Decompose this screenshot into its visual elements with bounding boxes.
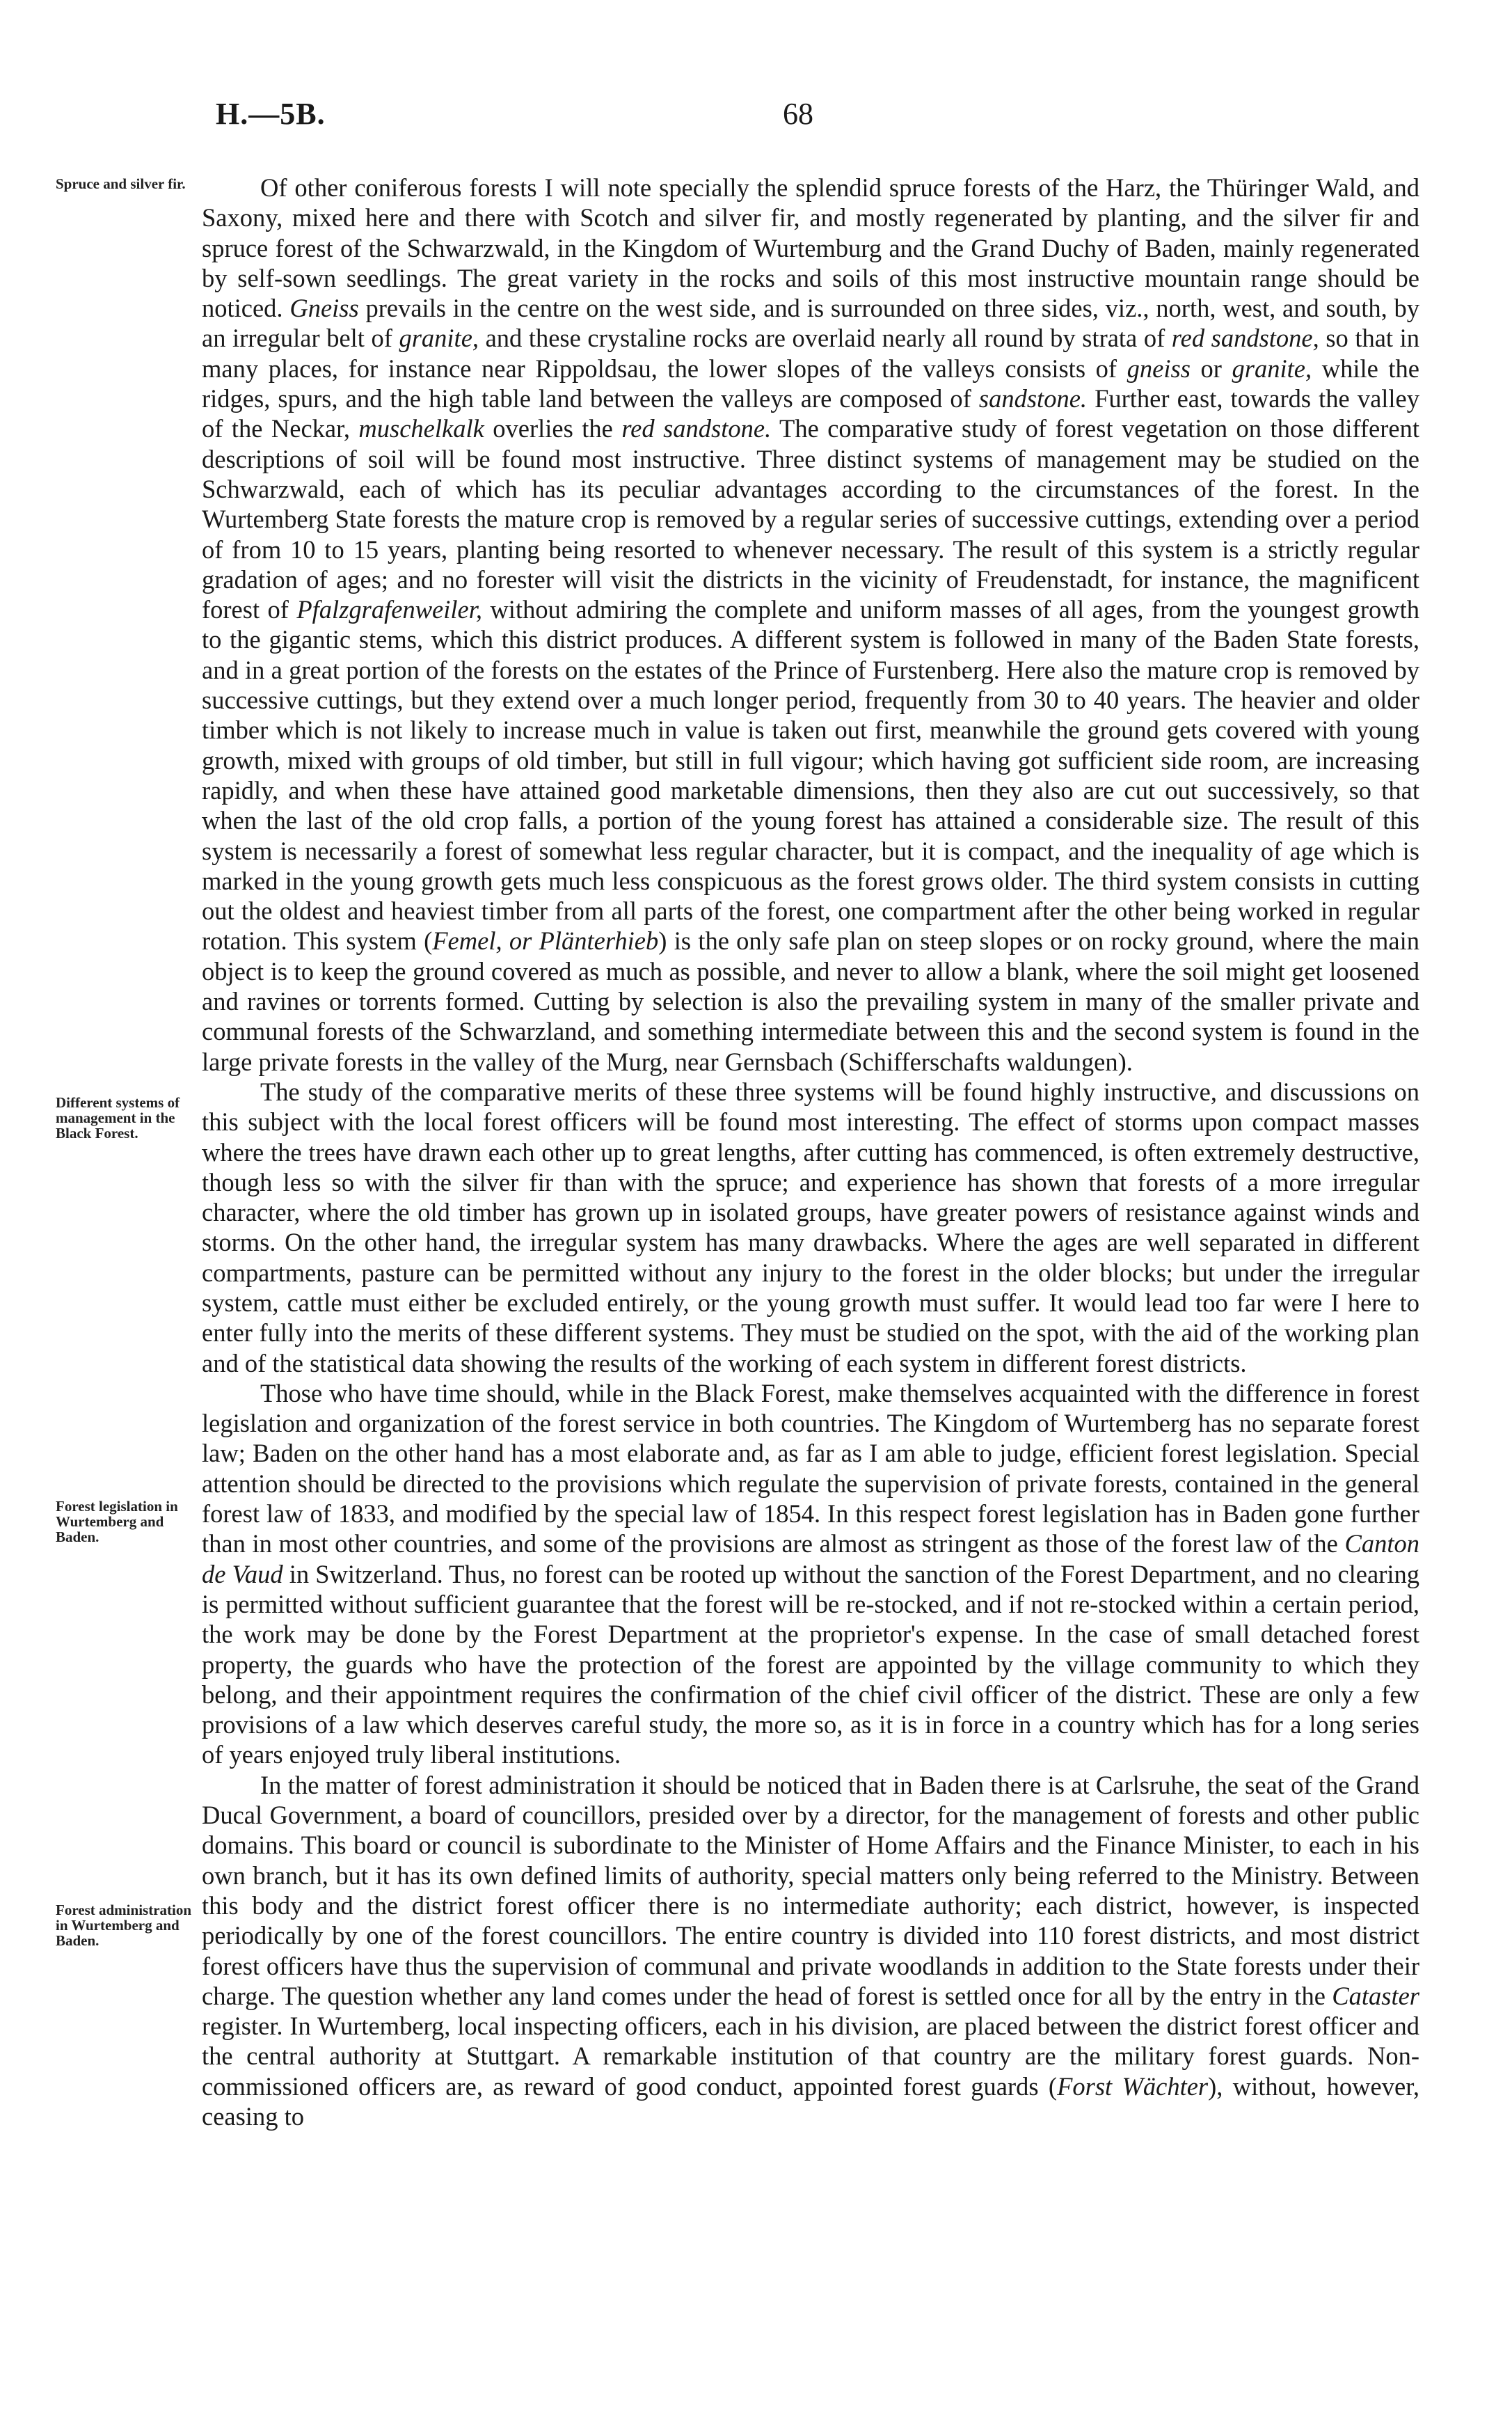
margin-note-spruce: Spruce and silver fir.	[56, 175, 186, 192]
paragraph-legislation: Those who have time should, while in the Black Forest, make themselves acquainted with the difference in forest legislation and organization of the forest service in both countries. The Kingdom of Wurtemberg has no separate forest law; Baden on the other hand has a most elaborate and, as far as I am able to judge, efficient forest legislation. Special attention should be directed to the provisions which regulate the supervision of private forests, contained in the general forest law of 1833, and modified by the special law of 1854. In this respect forest legislation has in Baden gone further than in most other countries, and some of the provisions are almost as stringent as those of the forest law of the Canton de Vaud in Switzerland. Thus, no forest can be rooted up without the sanction of the Forest Department, and no clearing is permitted without sufficient guarantee that the forest will be re-stocked, and if not re-stocked within a certain period, the work may be done by the Forest Department at the proprietor's expense. In the case of small detached forest property, the guards who have the protection of the forest are appointed by the village community to which they belong, and their appointment requires the confirmation of the chief civil officer of the district. These are only a few provisions of a law which deserves careful study, the more so, as it is in force in a country which has for a long series of years enjoyed truly liberal institutions.	[202, 1378, 1420, 1769]
margin-note-legislation: Forest legislation in Wurtemberg and Baden.	[56, 1498, 178, 1545]
paragraph-administration: In the matter of forest administration it should be noticed that in Baden there is at Carlsruhe, the seat of the Grand Ducal Government, a board of councillors, presided over by a director, for the management of forests and other public domains. This board or council is subordinate to the Minister of Home Affairs and the Finance Minister, to each in his own branch, but it has its own defined limits of authority, special matters only being referred to the Ministry. Between this body and the district forest officer there is no intermediate authority; each district, however, is inspected periodically by one of the forest councillors. The entire country is divided into 110 forest districts, and most district forest officers have thus the supervision of communal and private woodlands in addition to the State forests under their charge. The question whether any land comes under the head of forest is settled once for all by the entry in the Cataster register. In Wurtemberg, local inspecting officers, each in his division, are placed between the district forest officer and the central authority at Stuttgart. A remarkable institution of that country are the military forest guards. Non-commissioned officers are, as reward of good conduct, appointed forest guards (Forst Wächter), without, however, ceasing to	[202, 1770, 1420, 2131]
page-header	[0, 96, 1512, 138]
page-number: 68	[783, 97, 813, 131]
document-reference: H.—5B.	[216, 97, 326, 131]
margin-note-administration: Forest administration in Wurtemberg and Baden.	[56, 1902, 192, 1949]
paragraph-systems: The study of the comparative merits of these three systems will be found highly instructive, and discussions on this subject with the local forest officers will be found most interesting. The effect of storms upon compact masses where the trees have drawn each other up to great lengths, after cutting has commenced, is often extremely destructive, though less so with the silver fir than with the spruce; and experience has shown that forests of a more irregular character, where the old timber has grown up in isolated groups, have greater powers of resistance against winds and storms. On the other hand, the irregular system has many drawbacks. Where the ages are well separated in different compartments, pasture can be permitted without any injury to the forest in the older blocks; but under the irregular system, cattle must either be excluded entirely, or the young growth must suffer. It would lead too far were I here to enter fully into the merits of these different systems. They must be studied on the spot, with the aid of the working plan and of the statistical data showing the results of the working of each system in different forest districts.	[202, 1077, 1419, 1377]
paragraph-spruce: Of other coniferous forests I will note specially the splendid spruce forests of the Harz, the Thüringer Wald, and Saxony, mixed here and there with Scotch and silver fir, and mostly regenerated by planting, and the silver fir and spruce forest of the Schwarzwald, in the Kingdom of Wurtemburg and the Grand Duchy of Baden, mainly regenerated by self-sown seedlings. The great variety in the rocks and soils of this most instructive mountain range should be noticed. Gneiss prevails in the centre on the west side, and is surrounded on three sides, viz., north, west, and south, by an irregular belt of granite, and these crystaline rocks are overlaid nearly all round by strata of red sandstone, so that in many places, for instance near Rippoldsau, the lower slopes of the valleys consists of gneiss or granite, while the ridges, spurs, and the high table land between the valleys are composed of sandstone. Further east, towards the valley of the Neckar, muschelkalk overlies the red sandstone. The comparative study of forest vegetation on those different descriptions of soil will be found most instructive. Three distinct systems of management may be studied on the Schwarzwald, each of which has its peculiar advantages according to the circumstances of the forest. In the Wurtemberg State forests the mature crop is removed by a regular series of successive cuttings, extending over a period of from 10 to 15 years, planting being resorted to whenever necessary. The result of this system is a strictly regular gradation of ages; and no forester will visit the districts in the vicinity of Freudenstadt, for instance, the magnificent forest of Pfalzgrafenweiler, without admiring the complete and uniform masses of all ages, from the youngest growth to the gigantic stems, which this district produces. A different system is followed in many of the Baden State forests, and in a great portion of the forests on the estates of the Prince of Furstenberg. Here also the mature crop is removed by successive cuttings, but they extend over a much longer period, frequently from 30 to 40 years. The heavier and older timber which is not likely to increase much in value is taken out first, meanwhile the ground gets covered with young growth, mixed with groups of old timber, but still in full vigour; which having got sufficient side room, are increasing rapidly, and when these have attained good marketable dimensions, then they also are cut out successively, so that when the last of the old crop falls, a portion of the young forest has attained a considerable size. The result of this system is necessarily a forest of somewhat less regular character, but it is compact, and the inequality of age which is marked in the young growth gets much less conspicuous as the forest grows older. The third system consists in cutting out the oldest and heaviest timber from all parts of the forest, one compartment after the other being worked in regular rotation. This system (Femel, or Plänterhieb) is the only safe plan on steep slopes or on rocky ground, where the main object is to keep the ground covered as much as possible, and never to allow a blank, where the soil might get loosened and ravines or torrents formed. Cutting by selection is also the prevailing system in many of the smaller private and communal forests of the Schwarzland, and something intermediate between this and the second system is found in the large private forests in the valley of the Murg, near Gernsbach (Schifferschafts waldungen).	[202, 173, 1420, 1076]
margin-note-systems: Different systems of management in the Black Forest.	[56, 1094, 180, 1142]
body-text	[202, 173, 1419, 2131]
